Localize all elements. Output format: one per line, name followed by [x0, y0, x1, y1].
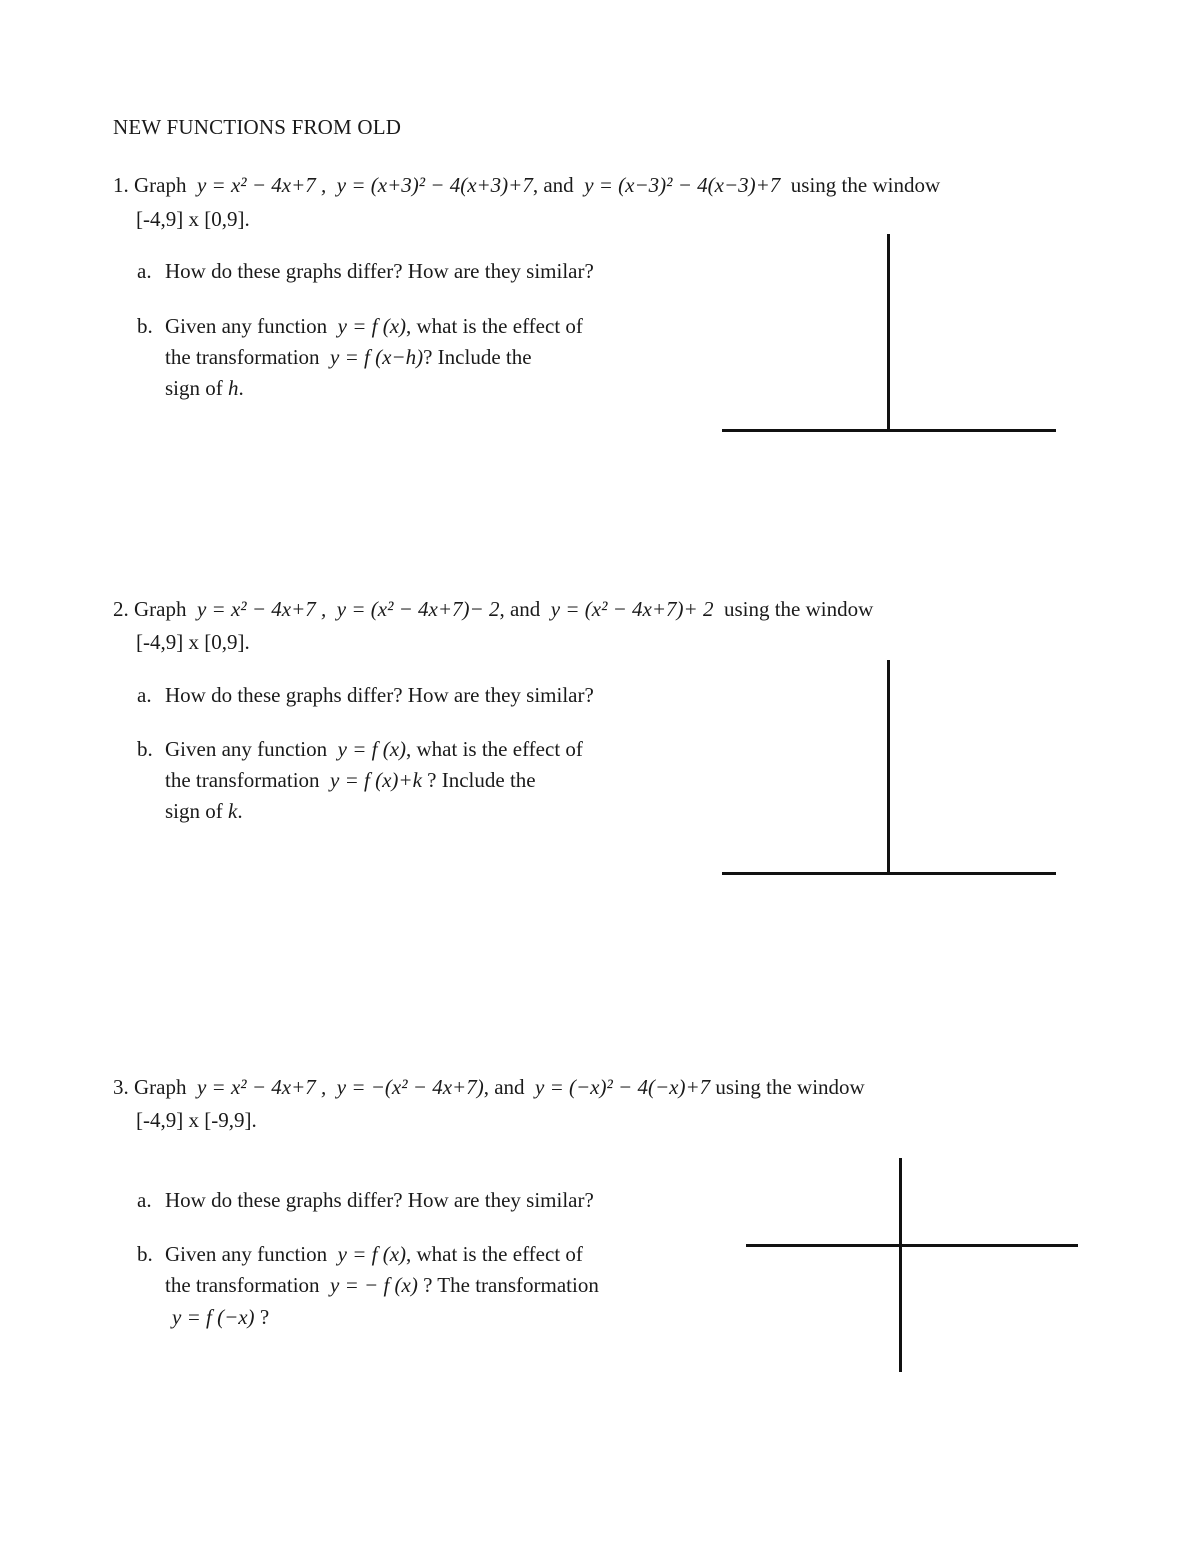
part-a-text: How do these graphs differ? How are they similar? — [165, 683, 594, 707]
question-lead: Graph — [134, 597, 187, 621]
part-a-marker: a. — [137, 259, 152, 283]
part-b-text: the transformation — [165, 1273, 320, 1297]
part-b-line-1 — [165, 739, 583, 760]
question-3-prompt — [113, 1077, 865, 1098]
part-b-line-1 — [165, 1244, 583, 1265]
window-spec: [-4,9] x [0,9]. — [136, 630, 250, 654]
question-lead: Graph — [134, 173, 187, 197]
part-b-text: ? The transformation — [423, 1273, 599, 1297]
part-b-variable: h — [228, 376, 239, 400]
x-axis-line — [722, 429, 1056, 432]
equation-1: y = x² − 4x+7 , — [196, 597, 327, 621]
part-b-text: , what is the effect of — [406, 737, 583, 761]
part-b-equation: y = f (−x) — [172, 1305, 255, 1329]
part-b-equation: y = f (x−h) — [330, 345, 424, 369]
part-b-line-3 — [165, 801, 243, 822]
page-title: NEW FUNCTIONS FROM OLD — [113, 115, 402, 139]
part-b-marker: b. — [137, 1242, 153, 1266]
window-spec: [-4,9] x [-9,9]. — [136, 1108, 257, 1132]
part-b-line-2 — [165, 1275, 599, 1296]
joiner-text: , and — [499, 597, 541, 621]
part-b-variable: k — [228, 799, 238, 823]
question-lead: Graph — [134, 1075, 187, 1099]
equation-1: y = x² − 4x+7 , — [196, 1075, 327, 1099]
part-b-line-3 — [165, 378, 244, 399]
part-b-text: sign of — [165, 799, 223, 823]
part-b-text: the transformation — [165, 345, 320, 369]
part-b-line-3 — [172, 1307, 269, 1328]
window-spec: [-4,9] x [0,9]. — [136, 207, 250, 231]
part-b-text: ? Include the — [423, 345, 532, 369]
equation-1: y = x² − 4x+7 , — [196, 173, 327, 197]
part-b-equation: y = f (x) — [337, 1242, 407, 1266]
question-2-prompt — [113, 599, 873, 620]
question-number: 2. — [113, 597, 129, 621]
part-b-equation: y = f (x)+k — [330, 768, 422, 792]
question-tail: using the window — [723, 597, 874, 621]
equation-3: y = (−x)² − 4(−x)+7 — [535, 1075, 711, 1099]
part-b-equation: y = f (x) — [337, 314, 407, 338]
question-number: 1. — [113, 173, 129, 197]
part-b-text: sign of — [165, 376, 223, 400]
part-a-text: How do these graphs differ? How are they similar? — [165, 1188, 594, 1212]
part-b-text: ? Include the — [427, 768, 536, 792]
part-b-line-2 — [165, 770, 536, 791]
equation-3: y = (x−3)² − 4(x−3)+7 — [584, 173, 781, 197]
y-axis-line — [899, 1158, 902, 1372]
part-b-line-1 — [165, 316, 583, 337]
y-axis-line — [887, 660, 890, 875]
part-b-equation: y = − f (x) — [330, 1273, 418, 1297]
part-b-marker: b. — [137, 314, 153, 338]
joiner-text: , and — [532, 173, 574, 197]
question-number: 3. — [113, 1075, 129, 1099]
part-b-text: . — [238, 376, 244, 400]
question-tail: using the window — [790, 173, 941, 197]
joiner-text: , and — [483, 1075, 525, 1099]
part-b-text: ? — [259, 1305, 270, 1329]
part-b-marker: b. — [137, 737, 153, 761]
x-axis-line — [722, 872, 1056, 875]
x-axis-line — [746, 1244, 1078, 1247]
part-a-marker: a. — [137, 683, 152, 707]
part-b-line-2 — [165, 347, 532, 368]
part-a-text: How do these graphs differ? How are they similar? — [165, 259, 594, 283]
part-b-text: Given any function — [165, 1242, 328, 1266]
question-1-prompt — [113, 175, 940, 196]
part-b-text: Given any function — [165, 737, 328, 761]
part-a-marker: a. — [137, 1188, 152, 1212]
equation-2: y = −(x² − 4x+7) — [336, 1075, 484, 1099]
part-b-text: , what is the effect of — [406, 1242, 583, 1266]
equation-2: y = (x+3)² − 4(x+3)+7 — [336, 173, 533, 197]
y-axis-line — [887, 234, 890, 432]
equation-3: y = (x² − 4x+7)+ 2 — [550, 597, 714, 621]
part-b-text: . — [237, 799, 243, 823]
part-b-equation: y = f (x) — [337, 737, 407, 761]
equation-2: y = (x² − 4x+7)− 2 — [336, 597, 500, 621]
part-b-text: Given any function — [165, 314, 328, 338]
part-b-text: , what is the effect of — [406, 314, 583, 338]
part-b-text: the transformation — [165, 768, 320, 792]
question-tail: using the window — [715, 1075, 865, 1099]
